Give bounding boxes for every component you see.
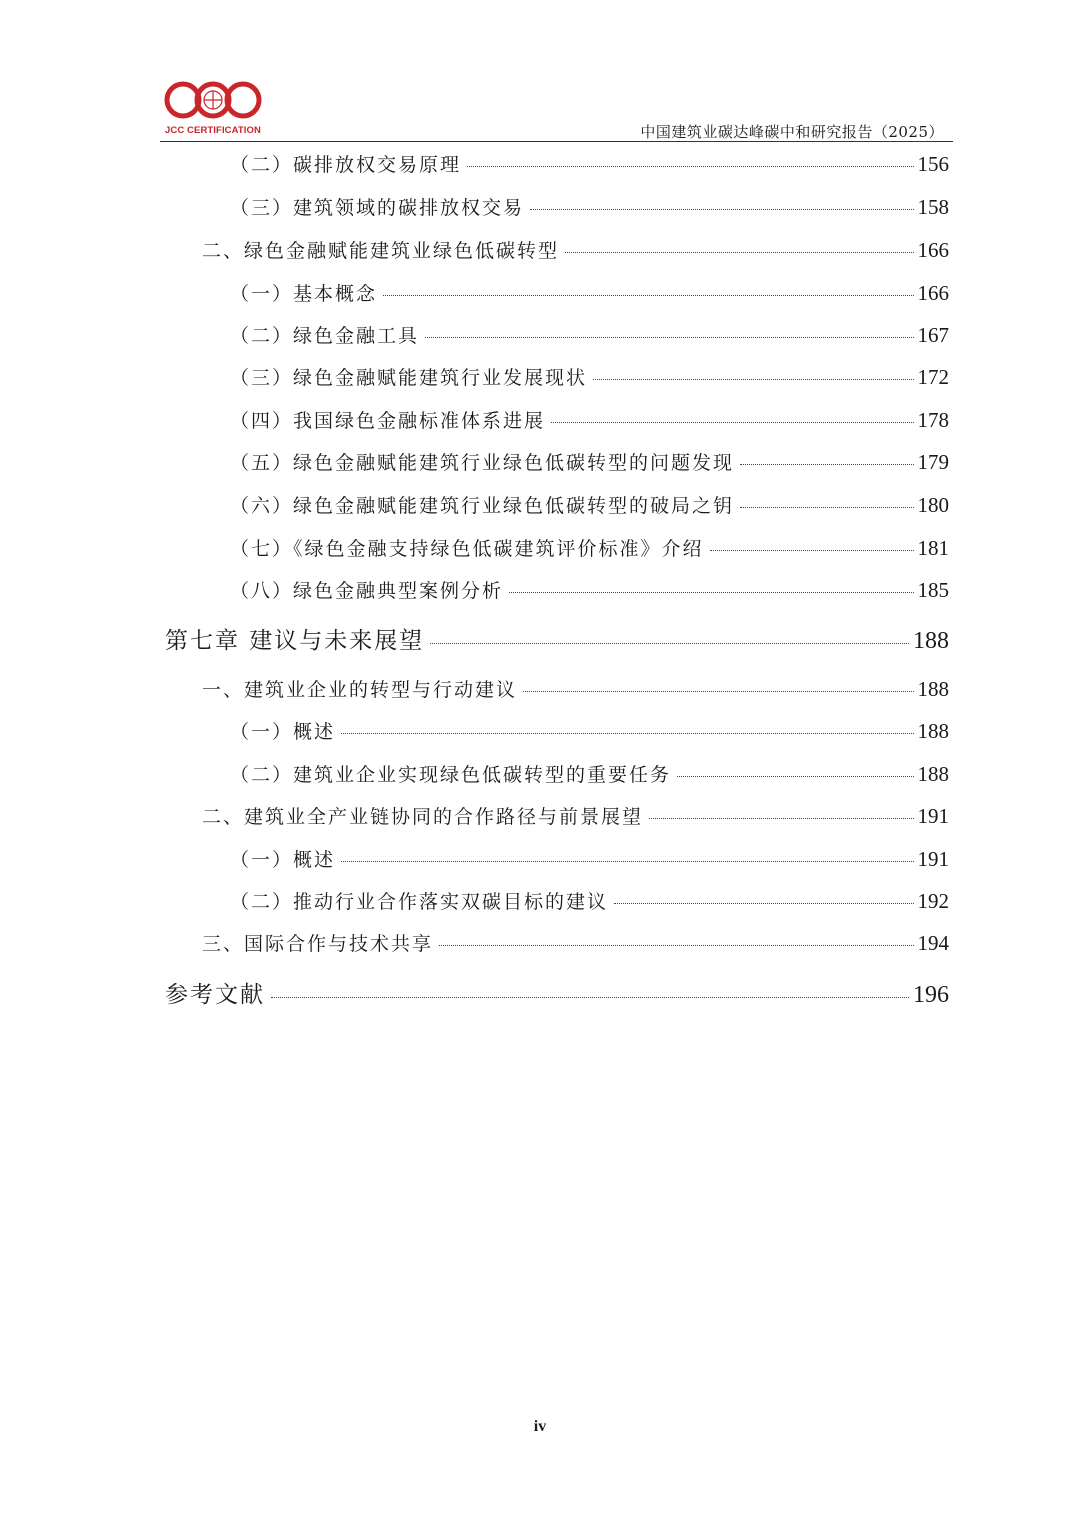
toc-entry-title: （八）绿色金融典型案例分析 — [230, 580, 504, 602]
toc-entry[interactable] — [202, 802, 949, 829]
toc-entry[interactable] — [230, 448, 949, 475]
toc-entry[interactable] — [230, 321, 949, 348]
toc-leader — [740, 464, 913, 465]
toc-leader — [565, 252, 913, 253]
toc-entry[interactable] — [230, 845, 949, 872]
header-divider — [160, 141, 953, 142]
toc-entry-title: 第七章 建议与未来展望 — [165, 628, 425, 654]
toc-entry-title: 三、国际合作与技术共享 — [202, 933, 434, 955]
toc-entry-title: 二、绿色金融赋能建筑业绿色低碳转型 — [202, 240, 560, 262]
toc-entry[interactable] — [230, 193, 949, 220]
toc-entry[interactable] — [230, 279, 949, 306]
toc-leader — [677, 776, 913, 777]
toc-entry-title: （二）绿色金融工具 — [230, 325, 420, 347]
toc-entry-title: （四）我国绿色金融标准体系进展 — [230, 410, 546, 432]
jcc-logo — [163, 80, 263, 136]
toc-entry-page: 194 — [917, 931, 949, 955]
toc-entry-page: 172 — [917, 365, 949, 389]
toc-entry-page: 156 — [917, 152, 949, 176]
toc-entry-title: （二）建筑业企业实现绿色低碳转型的重要任务 — [230, 764, 672, 786]
toc-leader — [467, 166, 913, 167]
toc-entry-page: 196 — [913, 982, 949, 1008]
toc-chapter-entry[interactable] — [165, 622, 949, 655]
toc-entry-page: 188 — [917, 762, 949, 786]
toc-entry-page: 188 — [917, 677, 949, 701]
toc-entry-title: （五）绿色金融赋能建筑行业绿色低碳转型的问题发现 — [230, 452, 735, 474]
toc-leader — [425, 337, 913, 338]
toc-leader — [341, 733, 913, 734]
toc-leader — [649, 818, 913, 819]
toc-leader — [740, 507, 913, 508]
toc-leader — [509, 592, 913, 593]
toc-leader — [439, 945, 913, 946]
toc-entry-page: 191 — [917, 847, 949, 871]
toc-leader — [530, 209, 913, 210]
toc-entry[interactable] — [202, 675, 949, 702]
toc-entry[interactable] — [202, 236, 949, 263]
toc-entry-page: 191 — [917, 804, 949, 828]
toc-leader — [551, 422, 913, 423]
jcc-rings-icon — [163, 80, 263, 124]
toc-entry-page: 167 — [917, 323, 949, 347]
toc-entry[interactable] — [230, 887, 949, 914]
toc-entry[interactable] — [230, 363, 949, 390]
toc-leader — [430, 643, 909, 644]
toc-entry[interactable] — [230, 534, 949, 561]
toc-entry[interactable] — [230, 406, 949, 433]
toc-entry-page: 192 — [917, 889, 949, 913]
toc-entry-page: 158 — [917, 195, 949, 219]
toc-leader — [593, 379, 913, 380]
toc-entry-title: （一）概述 — [230, 721, 336, 743]
toc-entry-page: 166 — [917, 238, 949, 262]
toc-entry-title: （二）碳排放权交易原理 — [230, 154, 462, 176]
header-title: 中国建筑业碳达峰碳中和研究报告（2025） — [640, 123, 944, 141]
toc-entry-title: （七）《绿色金融支持绿色低碳建筑评价标准》介绍 — [230, 538, 704, 560]
toc-entry[interactable] — [230, 576, 949, 603]
toc-entry[interactable] — [230, 150, 949, 177]
logo-text: JCC CERTIFICATION — [165, 125, 261, 136]
toc-entry-title: （一）概述 — [230, 849, 336, 871]
toc-entry[interactable] — [202, 929, 949, 956]
toc-leader — [710, 550, 914, 551]
toc-entry-page: 188 — [913, 628, 949, 654]
toc-entry[interactable] — [230, 717, 949, 744]
toc-entry-title: （三）绿色金融赋能建筑行业发展现状 — [230, 367, 588, 389]
toc-leader — [523, 691, 913, 692]
toc-entry-page: 180 — [917, 493, 949, 517]
toc-entry-title: （二）推动行业合作落实双碳目标的建议 — [230, 891, 609, 913]
toc-entry-title: （一）基本概念 — [230, 283, 378, 305]
toc-entry-title: 参考文献 — [165, 982, 265, 1008]
toc-leader — [383, 295, 913, 296]
toc-entry-title: 二、建筑业全产业链协同的合作路径与前景展望 — [202, 806, 644, 828]
toc-entry[interactable] — [230, 491, 949, 518]
toc-entry-title: （六）绿色金融赋能建筑行业绿色低碳转型的破局之钥 — [230, 495, 735, 517]
toc-entry-page: 185 — [917, 578, 949, 602]
toc-entry[interactable] — [230, 760, 949, 787]
toc-entry-page: 181 — [917, 536, 949, 560]
toc-entry-title: 一、建筑业企业的转型与行动建议 — [202, 679, 518, 701]
toc-entry-title: （三）建筑领域的碳排放权交易 — [230, 197, 525, 219]
toc-leader — [271, 997, 909, 998]
toc-entry-page: 179 — [917, 450, 949, 474]
toc-entry-page: 188 — [917, 719, 949, 743]
toc-entry-page: 166 — [917, 281, 949, 305]
page-number: iv — [533, 1418, 547, 1435]
toc-leader — [614, 903, 913, 904]
toc-chapter-entry[interactable] — [165, 976, 949, 1009]
toc-leader — [341, 861, 913, 862]
toc-entry-page: 178 — [917, 408, 949, 432]
